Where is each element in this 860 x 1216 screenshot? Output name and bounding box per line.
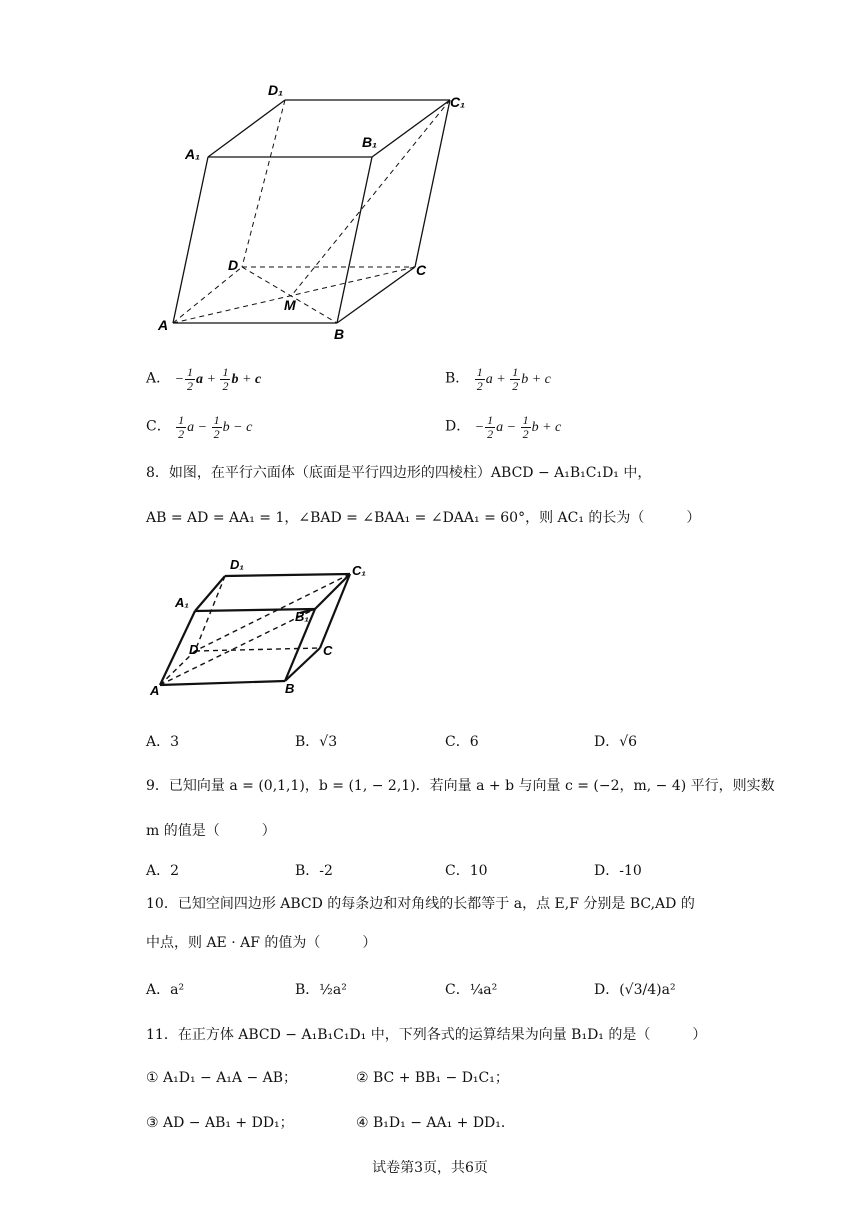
label-B: B (285, 681, 295, 696)
option-text: − $\frac{1}{2}$ a + $\frac{1}{2}$ b + c (174, 365, 262, 393)
option-letter: A． (146, 370, 171, 387)
label-B: B (334, 326, 345, 342)
label-M: M (284, 297, 296, 313)
q10-option-b[interactable]: B．½a² (295, 982, 347, 998)
q9-option-d[interactable]: D．-10 (594, 863, 642, 879)
q10-option-d[interactable]: D．(√3/4)a² (594, 982, 676, 998)
label-C1: C₁ (450, 94, 466, 110)
q7-option-d[interactable] (445, 414, 561, 441)
q9-option-a[interactable]: A．2 (146, 863, 180, 879)
q8-option-b[interactable]: B．√3 (295, 734, 338, 750)
figure-2-parallelepiped (145, 555, 385, 705)
q11-item-2: ② BC + BB₁ − D₁C₁； (356, 1070, 509, 1086)
q10-option-a[interactable]: A．a² (146, 982, 185, 998)
label-D1: D₁ (268, 82, 284, 98)
q10-option-c[interactable]: C．¼a² (445, 982, 498, 998)
label-A1: A₁ (185, 146, 201, 162)
q10-stem-line2: 中点，则 AE · AF 的值为（ ） (146, 935, 377, 951)
label-D1: D₁ (230, 557, 244, 572)
q11-stem: 11．在正方体 ABCD − A₁B₁C₁D₁ 中，下列各式的运算结果为向量 B₁D₁ 的是（ ） (146, 1027, 707, 1043)
q9-option-c[interactable]: C．10 (445, 863, 488, 879)
option-text: − $\frac{1}{2}$ a − $\frac{1}{2}$ b + c (474, 413, 562, 441)
q9-stem-line1: 9．已知向量 a = (0,1,1)，b = (1, − 2,1)．若向量 a + b 与向量 c = (−2，m, − 4) 平行，则实数 (146, 778, 775, 794)
label-D: D (189, 642, 199, 657)
page-footer: 试卷第3页，共6页 (372, 1160, 488, 1176)
q10-stem-line1: 10．已知空间四边形 ABCD 的每条边和对角线的长都等于 a，点 E,F 分别是 BC,AD 的 (146, 896, 695, 912)
label-C: C (416, 262, 427, 278)
q8-stem-line2: AB = AD = AA₁ = 1，∠BAD = ∠BAA₁ = ∠DAA₁ = 60°，则 AC₁ 的长为（ ） (146, 510, 701, 526)
figure-1-parallelepiped (140, 75, 480, 355)
label-A: A (158, 317, 169, 333)
label-C1: C₁ (352, 563, 366, 578)
q9-option-b[interactable]: B．-2 (295, 863, 333, 879)
q9-stem-line2: m 的值是（ ） (146, 823, 276, 839)
q11-item-1: ① A₁D₁ − A₁A − AB； (146, 1070, 298, 1086)
q11-item-4: ④ B₁D₁ − AA₁ + DD₁． (356, 1115, 515, 1131)
option-letter: D． (445, 418, 471, 435)
q7-option-c[interactable] (146, 414, 252, 441)
label-B1: B₁ (362, 134, 378, 150)
label-A: A (150, 683, 160, 698)
label-A1: A₁ (175, 595, 189, 610)
q8-option-a[interactable]: A．3 (146, 734, 180, 750)
q8-option-c[interactable]: C．6 (445, 734, 479, 750)
q11-item-3: ③ AD − AB₁ + DD₁； (146, 1115, 294, 1131)
q8-option-d[interactable]: D．√6 (594, 734, 638, 750)
option-text: $\frac{1}{2}$ a + $\frac{1}{2}$ b + c (476, 365, 551, 393)
q7-option-b[interactable] (445, 366, 551, 393)
option-letter: B． (445, 370, 470, 387)
option-letter: C． (146, 418, 171, 435)
label-B1: B₁ (295, 609, 309, 624)
label-C: C (323, 643, 333, 658)
label-D: D (228, 257, 239, 273)
option-text: $\frac{1}{2}$ a − $\frac{1}{2}$ b − c (178, 413, 253, 441)
q8-stem-line1: 8．如图，在平行六面体（底面是平行四边形的四棱柱）ABCD − A₁B₁C₁D₁ 中， (146, 465, 652, 481)
q7-option-a[interactable] (146, 366, 261, 393)
